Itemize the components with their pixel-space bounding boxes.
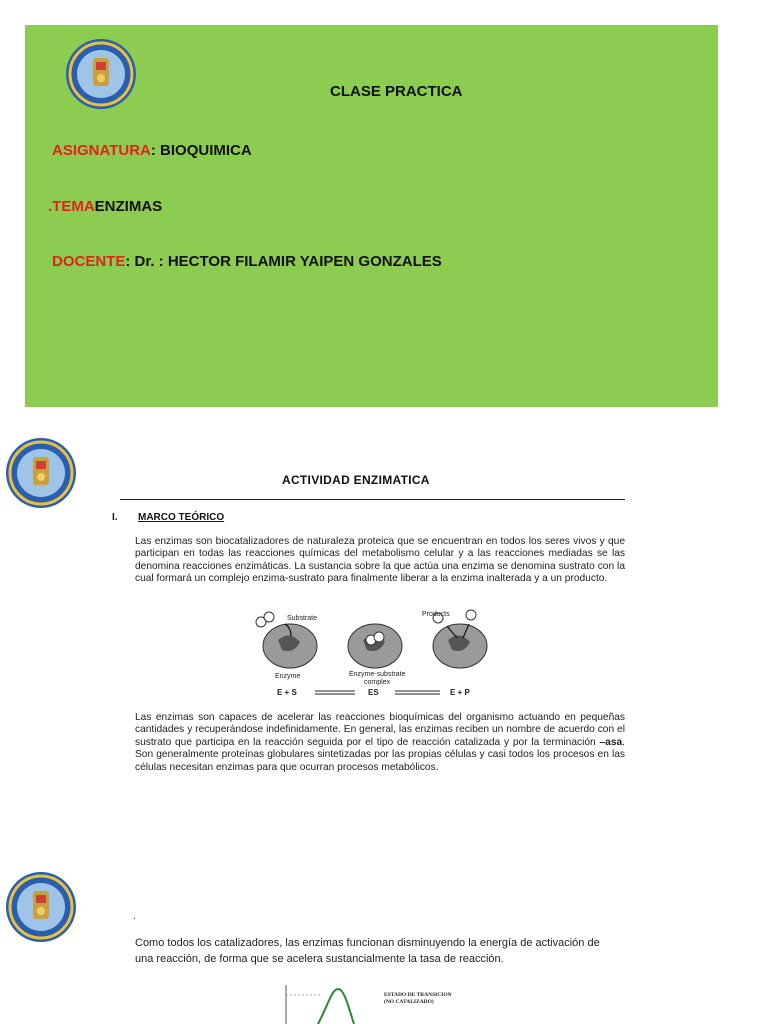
equation-mid: ES: [368, 688, 379, 697]
paragraph-2: [135, 712, 625, 774]
docente-label: DOCENTE: [52, 253, 126, 270]
title-slide: [25, 25, 718, 407]
products-label: Products: [422, 611, 450, 618]
tema-line: [48, 198, 162, 215]
section-heading: [112, 512, 224, 523]
graph-label-line2: (NO CATALIZADO): [384, 999, 434, 1005]
document-title: ACTIVIDAD ENZIMATICA: [282, 473, 430, 487]
equation-left: E + S: [277, 688, 297, 697]
page3-mark: .: [133, 911, 136, 922]
university-seal-icon: [5, 437, 77, 509]
graph-label-line1: ESTADO DE TRANSICION: [384, 992, 452, 998]
tema-value: ENZIMAS: [94, 198, 163, 215]
university-seal-icon: [65, 38, 137, 110]
enzyme-label: Enzyme: [275, 673, 301, 680]
paragraph-3: Como todos los catalizadores, las enzimas funcionan disminuyendo la energía de activación de una reacción, de forma que se acelera sustancialmente la tasa de reacción.: [135, 937, 600, 965]
complex-label-line2: complex: [364, 679, 391, 686]
tema-prefix: .: [48, 198, 53, 215]
complex-label-line1: Enzyme-substrate: [349, 671, 406, 678]
asignatura-line: [52, 142, 252, 159]
docente-line: [52, 253, 442, 270]
slide-title: CLASE PRACTICA: [330, 83, 463, 100]
activation-energy-graph: [280, 985, 480, 1024]
asignatura-value: : BIOQUIMICA: [150, 142, 252, 159]
paragraph-1: Las enzimas son biocatalizadores de naturaleza proteica que se encuentran en todos los seres vivos y que participan en todas las reacciones químicas del metabolismo celular y a las reacciones mediadas se las denomina reacciones enzimáticas. La sustancia sobre la que actúa una enzima se denomina sustrato con la cual formará un complejo enzima-sustrato para finalmente liberar a la enzima inalterada y a un producto.: [135, 536, 625, 585]
paragraph-2-bold: –asa: [599, 736, 623, 748]
substrate-label: Substrate: [287, 615, 317, 622]
paragraph-2-part-a: Las enzimas son capaces de acelerar las reacciones bioquímicas del organismo actuando en pequeñas cantidades y recuperándose indefinidamente. En general, las enzimas reciben un nombre de acuerdo con el sustrato que participa en la reacción seguida por el tipo de reacción catalizada y por la terminación: [135, 712, 625, 748]
paragraph-2-part-b: . Son generalmente proteínas globulares sintetizadas por las propias células y casi todos los procesos en las células necesitan enzimas para que ocurran procesos metabólicos.: [135, 736, 625, 773]
university-seal-icon: [5, 871, 77, 943]
section-title: MARCO TEÓRICO: [138, 512, 225, 523]
title-divider: [120, 499, 625, 500]
tema-label: TEMA: [52, 198, 95, 215]
docente-value: : Dr. : HECTOR FILAMIR YAIPEN GONZALES: [125, 253, 442, 270]
equation-right: E + P: [450, 688, 470, 697]
enzyme-substrate-diagram: [245, 608, 515, 700]
asignatura-label: ASIGNATURA: [52, 142, 151, 159]
section-number: I.: [112, 512, 118, 523]
